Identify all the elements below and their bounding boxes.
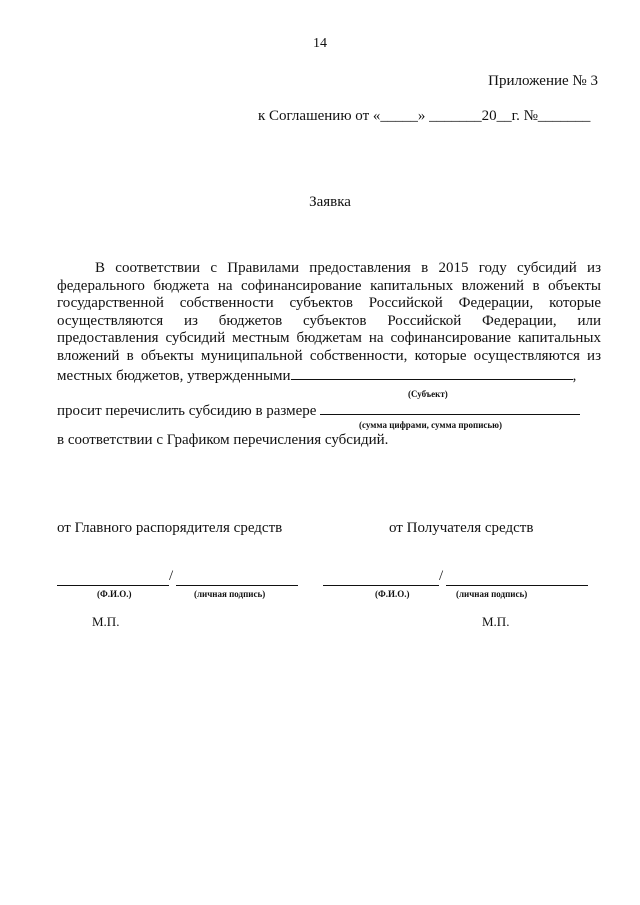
page-number: 14 bbox=[313, 36, 327, 51]
right-signature-line bbox=[446, 585, 588, 586]
body-line-4: осуществляются из бюджетов субъектов Российской Федерации, или bbox=[57, 312, 601, 329]
document-title: Заявка bbox=[309, 194, 351, 210]
body-line-1: В соответствии с Правилами предоставления в 2015 году субсидий из bbox=[95, 260, 601, 276]
request-text: просит перечислить субсидию в размере bbox=[57, 403, 317, 419]
left-stamp-label: М.П. bbox=[92, 614, 120, 629]
left-signature-slash: / bbox=[169, 568, 174, 584]
body-line-5: предоставления субсидий местным бюджетам на софинансирование капитальных bbox=[57, 330, 601, 347]
amount-caption: (сумма цифрами, сумма прописью) bbox=[359, 420, 503, 430]
right-fio-caption: (Ф.И.О.) bbox=[375, 589, 410, 599]
left-signature-line bbox=[176, 585, 298, 586]
body-line-7-text: местных бюджетов, утвержденными bbox=[57, 367, 291, 384]
chief-manager-heading: от Главного распорядителя средств bbox=[57, 520, 283, 536]
agreement-reference: к Соглашению от «_____» _______20__г. №_______ bbox=[258, 108, 591, 124]
body-line-6: вложений в объекты муниципальной собственности, которые осуществляются из bbox=[57, 347, 601, 364]
body-line-2: федерального бюджета на софинансирование капитальных вложений в объекты bbox=[57, 277, 601, 294]
subject-underline bbox=[291, 366, 573, 380]
left-fio-line bbox=[57, 585, 169, 586]
right-signature-slash: / bbox=[439, 568, 444, 584]
right-stamp-label: М.П. bbox=[482, 614, 510, 629]
amount-underline bbox=[320, 401, 580, 415]
subject-caption: (Субъект) bbox=[408, 389, 448, 399]
right-signature-caption: (личная подпись) bbox=[456, 589, 528, 599]
annex-label: Приложение № 3 bbox=[488, 73, 598, 89]
body-line-7-end: , bbox=[572, 367, 577, 384]
right-fio-line bbox=[323, 585, 439, 586]
request-line bbox=[57, 401, 580, 420]
body-paragraph bbox=[57, 260, 601, 385]
recipient-heading: от Получателя средств bbox=[389, 520, 534, 536]
left-signature-caption: (личная подпись) bbox=[194, 589, 266, 599]
left-fio-caption: (Ф.И.О.) bbox=[97, 589, 132, 599]
body-line-7 bbox=[57, 366, 601, 386]
body-line-3: государственной собственности субъектов Российской Федерации, которые bbox=[57, 295, 601, 312]
schedule-text: в соответствии с Графиком перечисления субсидий. bbox=[57, 432, 389, 448]
